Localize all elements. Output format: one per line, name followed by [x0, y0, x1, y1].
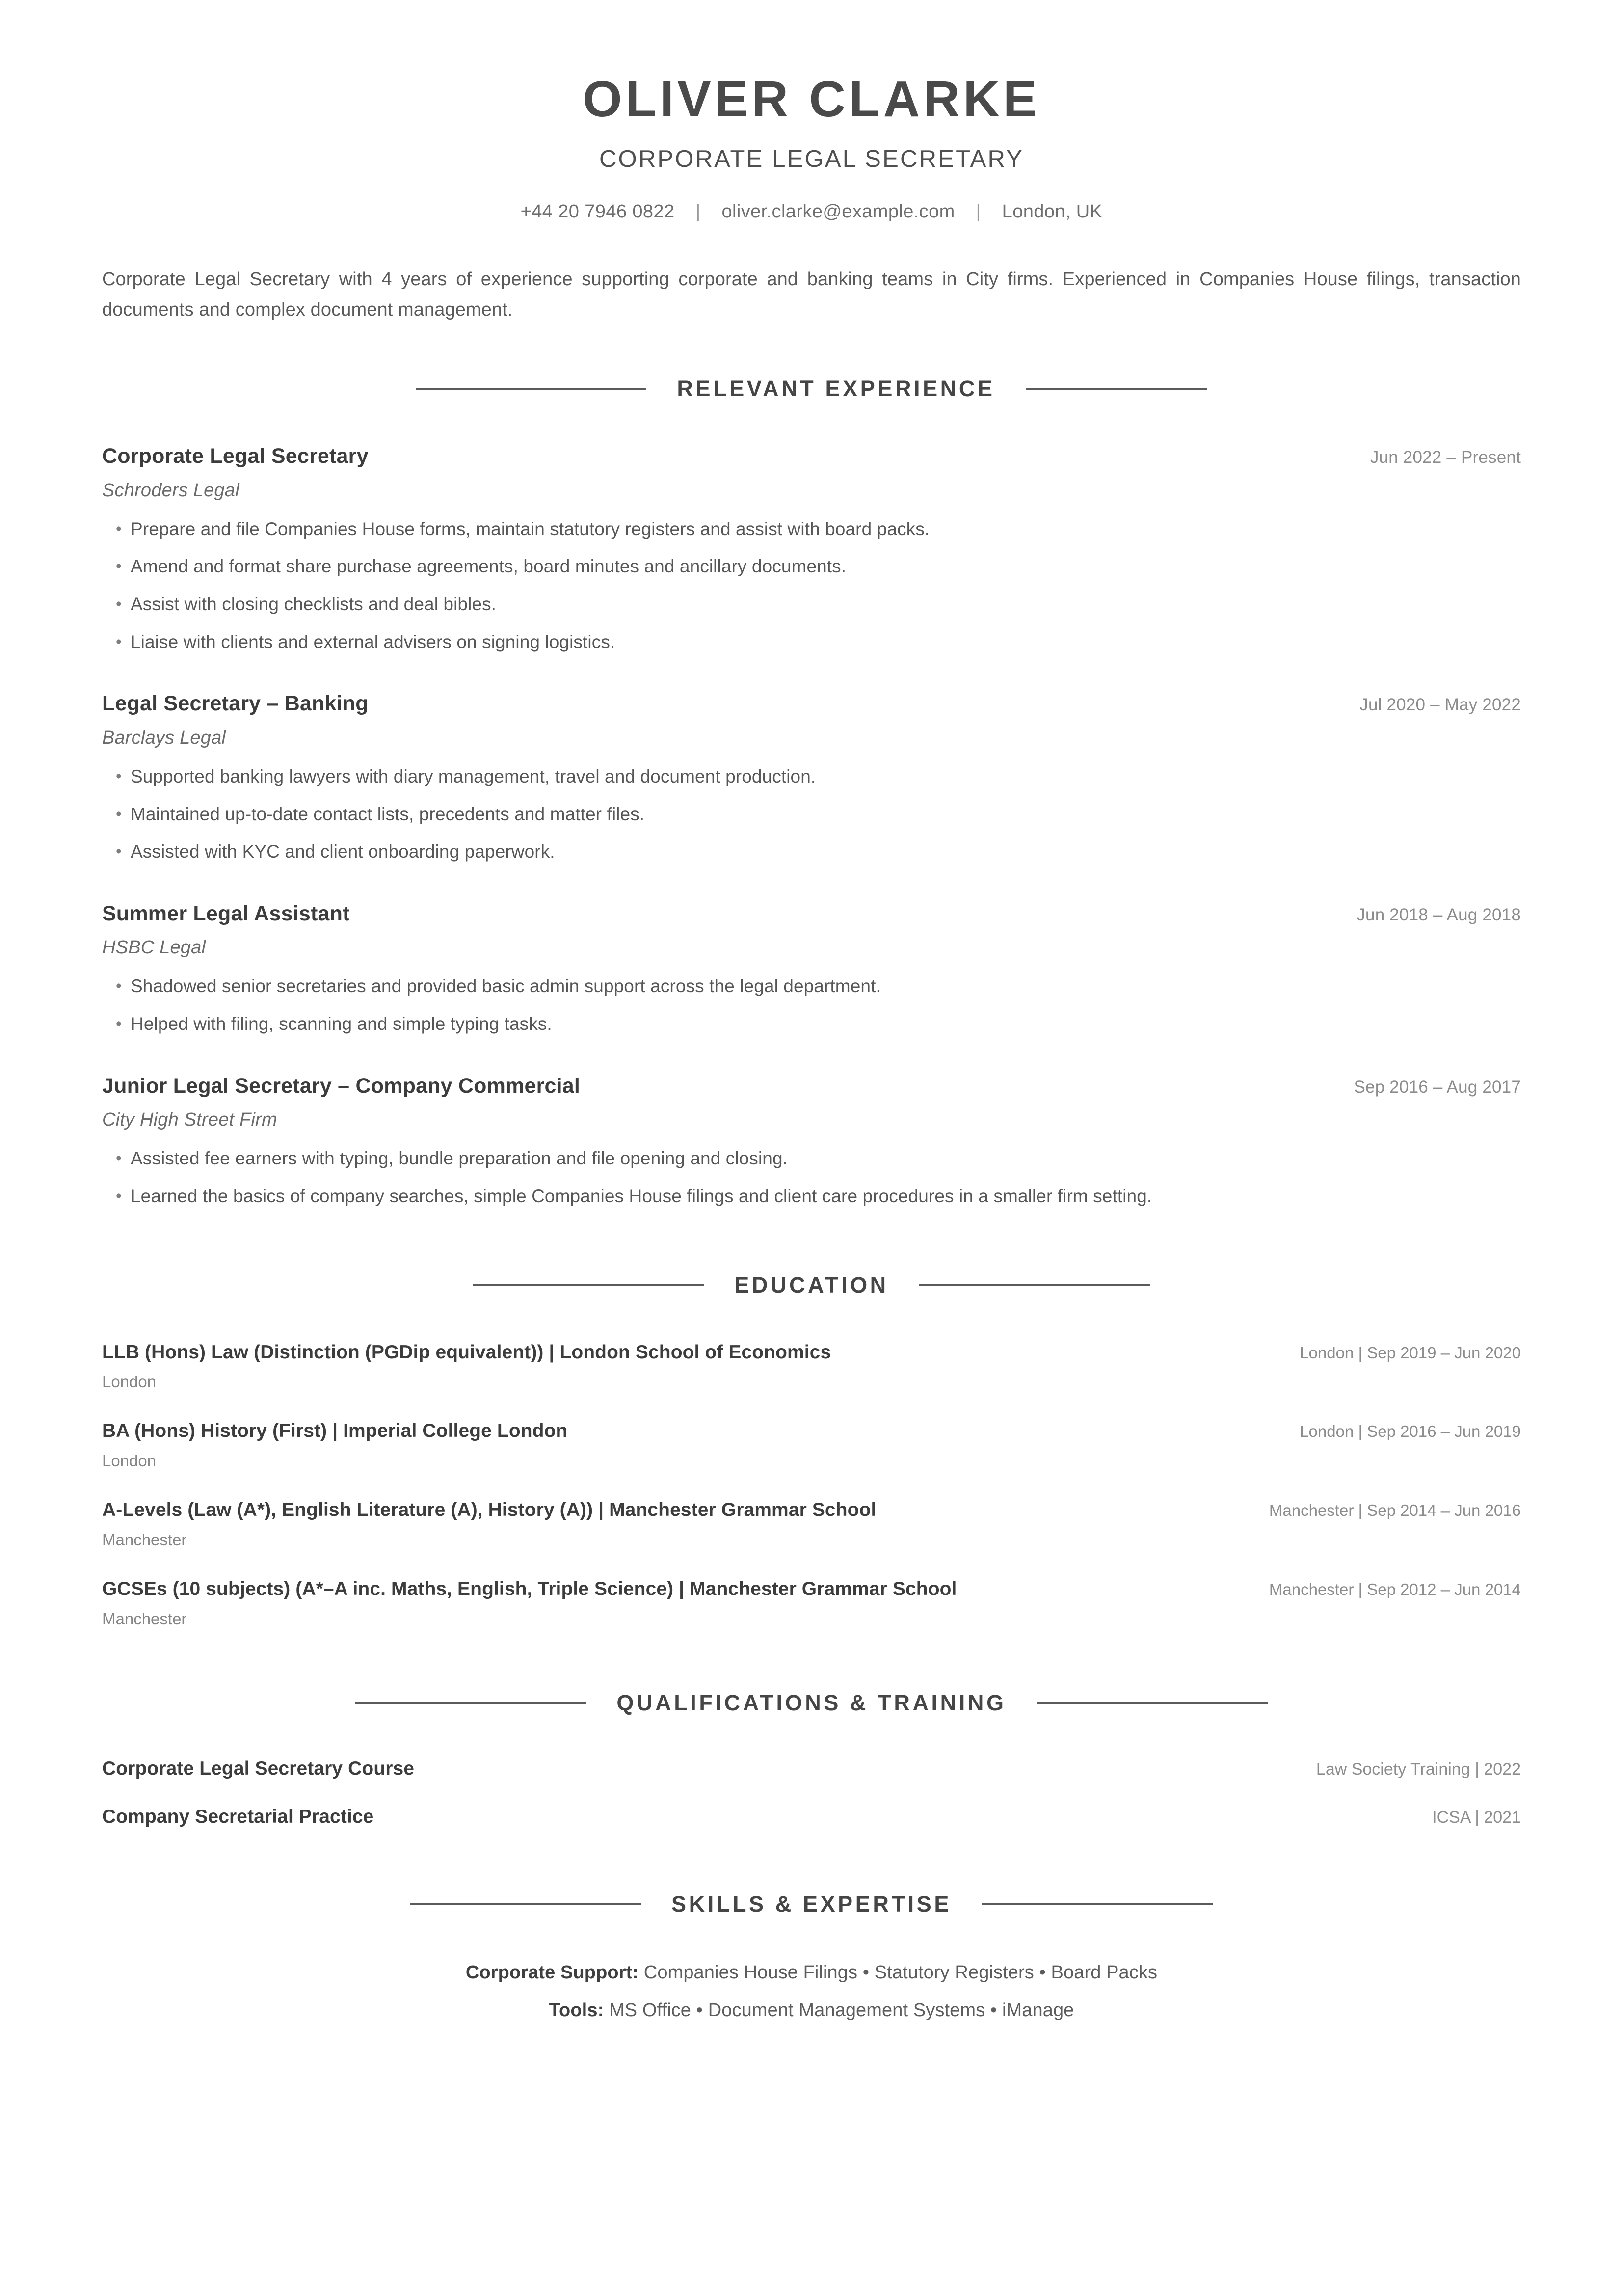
skill-values: MS Office • Document Management Systems • iManage	[604, 1999, 1074, 2021]
experience-bullets	[102, 973, 1521, 1037]
bullet-item	[102, 516, 1521, 542]
education-header-row	[102, 1341, 1521, 1364]
section-rule-right	[919, 1284, 1150, 1286]
education-meta: Manchester | Sep 2012 – Jun 2014	[1269, 1580, 1521, 1598]
section-heading-skills	[102, 1891, 1521, 1917]
bullet-item	[102, 591, 1521, 618]
skill-item	[102, 1996, 1521, 2025]
education-degree: LLB (Hons) Law (Distinction (PGDip equivalent)) | London School of Economics	[102, 1341, 831, 1363]
experience-list	[102, 444, 1521, 1209]
bullet-dot-icon: •	[116, 804, 122, 823]
skills-list	[102, 1958, 1521, 2025]
bullet-text: Supported banking lawyers with diary management, travel and document production.	[131, 766, 816, 786]
education-location: London	[102, 1373, 157, 1391]
bullet-item	[102, 1145, 1521, 1172]
section-rule-left	[473, 1284, 704, 1286]
experience-item	[102, 901, 1521, 1037]
section-heading-experience	[102, 376, 1521, 402]
bullet-text: Assisted with KYC and client onboarding paperwork.	[131, 841, 555, 862]
bullet-text: Prepare and file Companies House forms, maintain statutory registers and assist with board packs.	[131, 518, 930, 539]
section-title-experience: RELEVANT EXPERIENCE	[677, 376, 995, 402]
qualifications-list	[102, 1758, 1521, 1828]
qualification-meta: Law Society Training | 2022	[1316, 1759, 1521, 1779]
contact-email[interactable]: oliver.clarke@example.com	[721, 201, 955, 222]
bullet-item	[102, 801, 1521, 828]
bullet-item	[102, 838, 1521, 865]
experience-title: Summer Legal Assistant	[102, 901, 350, 925]
experience-title: Legal Secretary – Banking	[102, 692, 369, 716]
education-item	[102, 1420, 1521, 1470]
professional-summary: Corporate Legal Secretary with 4 years of experience supporting corporate and banking teams in City firms. Experienced in Companies House filings, transaction documents and complex document management.	[102, 269, 1521, 320]
contact-phone[interactable]: +44 20 7946 0822	[520, 201, 675, 222]
experience-bullets	[102, 516, 1521, 655]
experience-dates: Jul 2020 – May 2022	[1359, 695, 1521, 715]
education-header-row	[102, 1420, 1521, 1443]
skill-category-label: Tools:	[549, 1999, 604, 2021]
section-title-education: EDUCATION	[734, 1272, 889, 1297]
qualification-item	[102, 1758, 1521, 1780]
section-rule-left	[355, 1702, 586, 1704]
section-rule-left	[416, 388, 646, 390]
experience-bullets	[102, 1145, 1521, 1209]
experience-header-row	[102, 901, 1521, 927]
experience-dates: Jun 2018 – Aug 2018	[1357, 905, 1521, 924]
experience-company: Barclays Legal	[102, 727, 226, 748]
section-rule-right	[982, 1903, 1213, 1905]
experience-company: Schroders Legal	[102, 480, 239, 501]
bullet-text: Learned the basics of company searches, simple Companies House filings and client care procedures in a smaller firm setting.	[131, 1186, 1152, 1206]
experience-company: City High Street Firm	[102, 1109, 277, 1131]
bullet-dot-icon: •	[116, 594, 122, 613]
experience-header-row	[102, 691, 1521, 717]
section-rule-right	[1026, 388, 1207, 390]
resume-header	[102, 0, 1521, 222]
bullet-text: Liaise with clients and external advisers on signing logistics.	[131, 631, 615, 652]
education-header-row	[102, 1499, 1521, 1522]
education-degree: BA (Hons) History (First) | Imperial College London	[102, 1420, 568, 1442]
bullet-text: Assisted fee earners with typing, bundle preparation and file opening and closing.	[131, 1148, 788, 1169]
bullet-dot-icon: •	[116, 557, 122, 575]
experience-company: HSBC Legal	[102, 937, 206, 958]
experience-dates: Sep 2016 – Aug 2017	[1354, 1077, 1521, 1097]
bullet-dot-icon: •	[116, 1149, 122, 1167]
bullet-item	[102, 763, 1521, 790]
experience-header-row	[102, 444, 1521, 469]
experience-title: Junior Legal Secretary – Company Commercial	[102, 1074, 581, 1098]
bullet-item	[102, 1011, 1521, 1037]
qualification-name: Company Secretarial Practice	[102, 1806, 374, 1827]
bullet-dot-icon: •	[116, 1186, 122, 1205]
education-header-row	[102, 1578, 1521, 1601]
contact-separator-2: |	[976, 201, 981, 222]
skill-values: Companies House Filings • Statutory Registers • Board Packs	[639, 1962, 1158, 1983]
experience-dates: Jun 2022 – Present	[1370, 448, 1521, 467]
candidate-job-title: CORPORATE LEGAL SECRETARY	[599, 146, 1024, 173]
education-item	[102, 1341, 1521, 1392]
education-location: Manchester	[102, 1530, 187, 1549]
section-title-skills: SKILLS & EXPERTISE	[671, 1891, 952, 1917]
bullet-text: Shadowed senior secretaries and provided basic admin support across the legal department.	[131, 976, 881, 997]
contact-line	[102, 201, 1521, 222]
qualification-meta: ICSA | 2021	[1432, 1808, 1521, 1827]
bullet-item	[102, 1183, 1521, 1210]
qualification-name: Corporate Legal Secretary Course	[102, 1757, 415, 1779]
experience-item	[102, 1074, 1521, 1210]
education-location: Manchester	[102, 1609, 187, 1628]
education-degree: A-Levels (Law (A*), English Literature (A), History (A)) | Manchester Grammar School	[102, 1499, 877, 1521]
education-list	[102, 1341, 1521, 1628]
bullet-dot-icon: •	[116, 766, 122, 785]
education-degree: GCSEs (10 subjects) (A*–A inc. Maths, English, Triple Science) | Manchester Grammar School	[102, 1578, 957, 1599]
bullet-dot-icon: •	[116, 519, 122, 538]
education-item	[102, 1578, 1521, 1628]
section-heading-qualifications	[102, 1690, 1521, 1716]
experience-item	[102, 691, 1521, 865]
education-item	[102, 1499, 1521, 1549]
experience-bullets	[102, 763, 1521, 865]
bullet-dot-icon: •	[116, 1014, 122, 1033]
education-location: London	[102, 1452, 157, 1470]
education-meta: London | Sep 2019 – Jun 2020	[1300, 1343, 1521, 1362]
bullet-text: Assist with closing checklists and deal bibles.	[131, 594, 497, 614]
bullet-item	[102, 553, 1521, 580]
section-heading-education	[102, 1272, 1521, 1298]
bullet-text: Maintained up-to-date contact lists, precedents and matter files.	[131, 804, 645, 824]
bullet-dot-icon: •	[116, 842, 122, 861]
experience-title: Corporate Legal Secretary	[102, 444, 369, 468]
bullet-dot-icon: •	[116, 976, 122, 995]
skill-category-label: Corporate Support:	[465, 1962, 639, 1983]
bullet-item	[102, 973, 1521, 999]
contact-separator-1: |	[695, 201, 701, 222]
candidate-name: OLIVER CLARKE	[583, 71, 1040, 127]
section-rule-left	[410, 1903, 641, 1905]
bullet-text: Helped with filing, scanning and simple typing tasks.	[131, 1014, 552, 1034]
section-title-qualifications: QUALIFICATIONS & TRAINING	[616, 1690, 1007, 1715]
education-meta: Manchester | Sep 2014 – Jun 2016	[1269, 1501, 1521, 1520]
experience-header-row	[102, 1074, 1521, 1099]
education-meta: London | Sep 2016 – Jun 2019	[1300, 1422, 1521, 1441]
bullet-item	[102, 629, 1521, 655]
section-rule-right	[1037, 1702, 1268, 1704]
skill-item	[102, 1958, 1521, 1987]
bullet-text: Amend and format share purchase agreements, board minutes and ancillary documents.	[131, 556, 847, 577]
experience-item	[102, 444, 1521, 655]
qualification-item	[102, 1806, 1521, 1828]
bullet-dot-icon: •	[116, 632, 122, 650]
contact-location: London, UK	[1002, 201, 1103, 222]
